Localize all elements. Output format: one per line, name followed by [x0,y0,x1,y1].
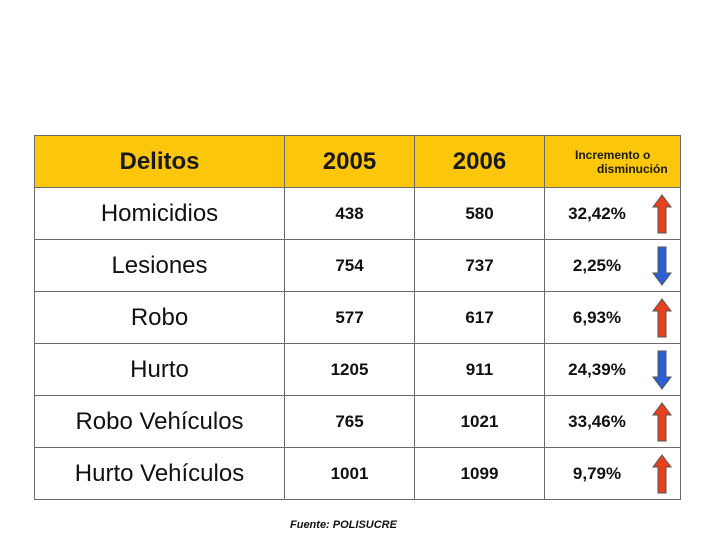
value-2005-cell [285,344,415,396]
header-2005-label: 2005 [322,147,377,175]
header-2006 [415,136,545,188]
value-2005: 754 [335,255,364,275]
value-2006: 580 [465,203,494,223]
crime-name-cell [35,188,285,240]
header-change [545,136,681,188]
crime-name-cell [35,240,285,292]
value-2006: 1021 [460,411,499,431]
value-2006-cell [415,240,545,292]
change-cell [545,344,681,396]
change-cell [545,240,681,292]
change-cell [545,396,681,448]
table-row [35,240,681,292]
value-2005: 577 [335,307,364,327]
header-2005 [285,136,415,188]
table-row [35,188,681,240]
value-2005-cell [285,188,415,240]
crime-name-cell [35,396,285,448]
table-row [35,448,681,500]
header-2006-label: 2006 [452,147,507,175]
value-2005: 1205 [330,359,369,379]
value-2006: 737 [465,255,494,275]
value-2005: 765 [335,411,364,431]
value-2006: 617 [465,307,494,327]
value-2005-cell [285,292,415,344]
change-percent: 24,39% [568,359,626,379]
crime-name: Hurto [130,355,189,383]
change-cell [545,188,681,240]
value-2005-cell [285,448,415,500]
arrow-up-icon [652,194,672,234]
change-percent: 32,42% [568,203,626,223]
crime-name-cell [35,292,285,344]
table-row [35,292,681,344]
header-change-line1: Incremento o [575,147,651,162]
crime-name: Hurto Vehículos [74,459,245,487]
arrow-up-icon [652,402,672,442]
arrow-up-icon [652,298,672,338]
source-note: Fuente: POLISUCRE [290,519,397,531]
arrow-up-icon [652,454,672,494]
value-2006-cell [415,448,545,500]
header-delitos-label: Delitos [119,147,200,175]
value-2006: 1099 [460,463,499,483]
crime-name: Robo Vehículos [75,407,244,435]
value-2006-cell [415,344,545,396]
change-cell [545,292,681,344]
table-row [35,396,681,448]
header-row [35,136,681,188]
value-2006: 911 [465,359,494,379]
table-row [35,344,681,396]
value-2005-cell [285,396,415,448]
value-2006-cell [415,188,545,240]
arrow-down-icon [652,350,672,390]
header-change-line2: disminución [597,161,668,176]
value-2006-cell [415,396,545,448]
change-percent: 33,46% [568,411,626,431]
value-2006-cell [415,292,545,344]
value-2005: 1001 [330,463,369,483]
header-delitos [35,136,285,188]
change-cell [545,448,681,500]
change-percent: 9,79% [572,463,622,483]
crime-name-cell [35,344,285,396]
change-percent: 2,25% [572,255,622,275]
change-percent: 6,93% [572,307,622,327]
crime-name: Lesiones [111,251,208,279]
crime-name: Robo [130,303,189,331]
crime-name: Homicidios [100,199,219,227]
value-2005: 438 [335,203,364,223]
arrow-down-icon [652,246,672,286]
crime-name-cell [35,448,285,500]
value-2005-cell [285,240,415,292]
crime-statistics-table [34,135,681,500]
